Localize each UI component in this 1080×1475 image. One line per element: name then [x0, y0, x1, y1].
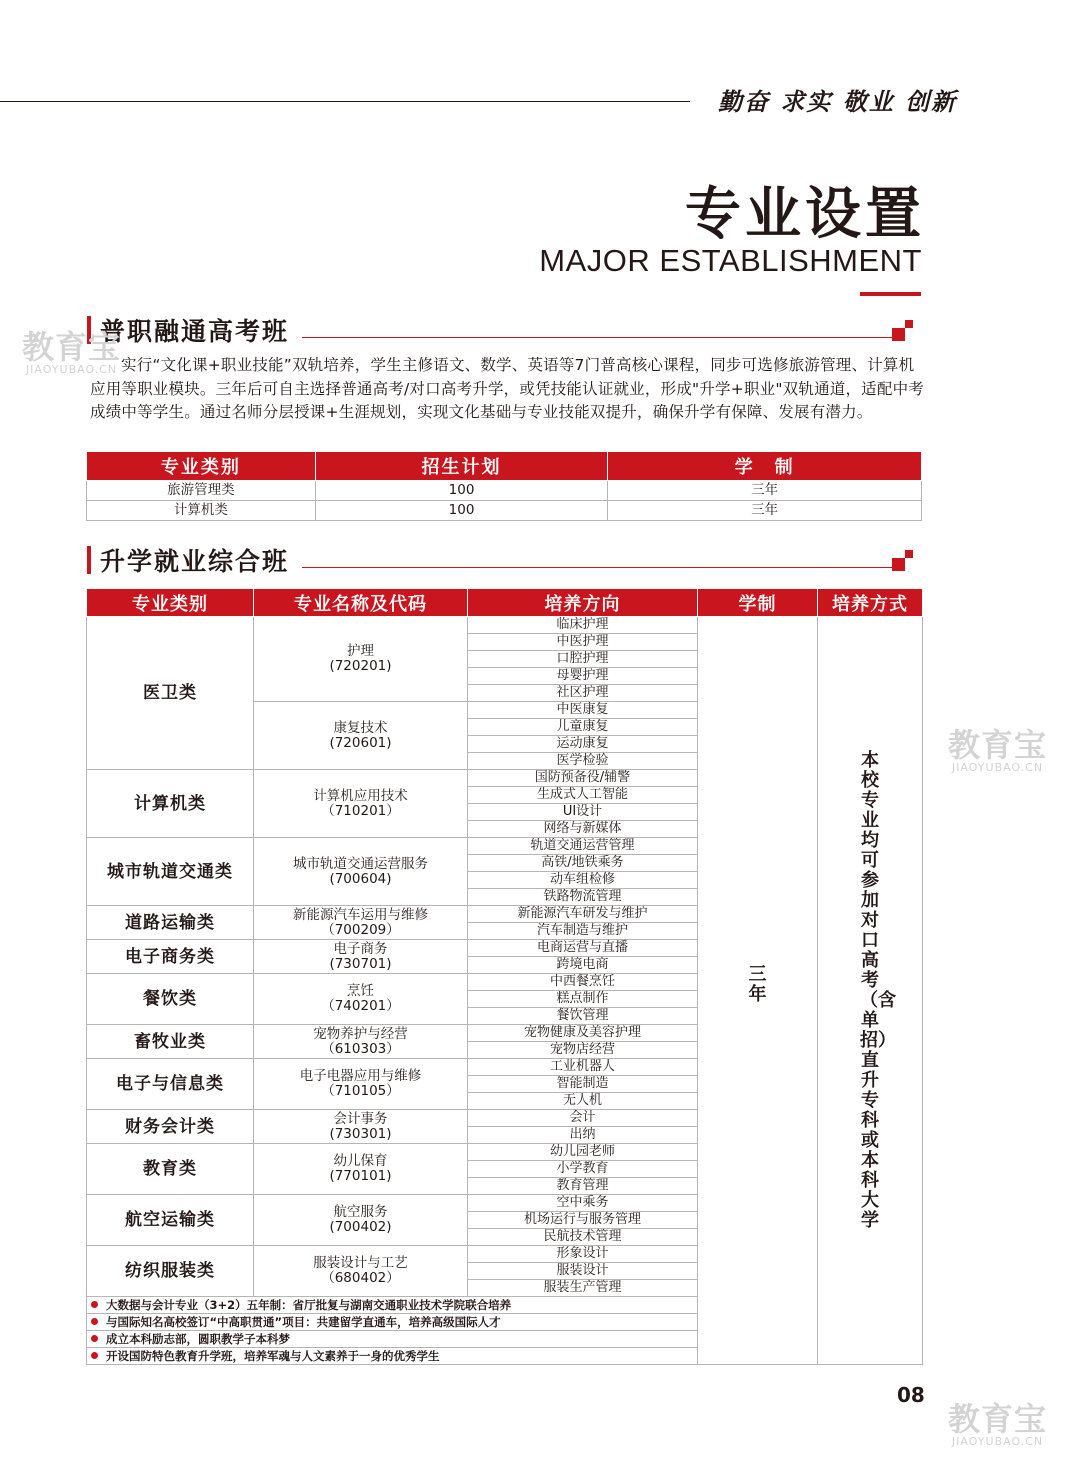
- major-cell: [254, 702, 468, 770]
- note-text: 与国际知名高校签订“中高职贯通”项目：共建留学直通车，培养高级国际人才: [106, 1315, 501, 1329]
- column-header: 学制: [698, 589, 818, 617]
- major-cell: [254, 1144, 468, 1195]
- bullet-icon: [91, 1318, 98, 1325]
- major-code: （710105）: [321, 1083, 400, 1099]
- major-cell: [254, 906, 468, 940]
- direction-cell: 会计: [468, 1110, 698, 1127]
- major-name: 烹饪: [347, 983, 374, 999]
- category-cell: 计算机类: [87, 770, 254, 838]
- major-code: （710201）: [321, 802, 400, 819]
- direction-cell: 中医护理: [468, 634, 698, 651]
- direction-cell: 中医康复: [468, 702, 698, 719]
- category-cell: 畜牧业类: [87, 1025, 254, 1059]
- column-header: 专业类别: [87, 452, 316, 481]
- major-cell: [254, 1059, 468, 1110]
- major-name: 康复技术: [333, 719, 388, 736]
- section-heading-2: [87, 540, 913, 580]
- major-cell: [254, 974, 468, 1025]
- section-intro: 实行“文化课+职业技能”双轨培养，学生主修语文、数学、英语等7门普高核心课程，同步可选修旅游管理、计算机应用等职业模块。三年后可自主选择普通高考/对口高考升学，或凭技能认证就业，形成"升学+职业"双轨通道，适配中考成绩中等学生。通过名师分层授课+生涯规划，实现文化基础与专业技能双提升，确保升学有保障、发展有潜力。: [90, 356, 924, 421]
- table-row: [87, 481, 922, 501]
- table-row: [87, 617, 923, 634]
- major-code: (720601): [329, 734, 392, 751]
- major-name: 会计事务: [333, 1110, 388, 1127]
- direction-cell: 糕点制作: [468, 991, 698, 1008]
- direction-cell: 国防预备役/辅警: [468, 770, 698, 787]
- heading-marker: [87, 546, 91, 574]
- major-code: (730701): [329, 955, 392, 972]
- direction-cell: 生成式人工智能: [468, 787, 698, 804]
- major-code: （700209）: [321, 921, 400, 938]
- corner-square-icon: [892, 328, 905, 341]
- bullet-icon: [91, 1352, 98, 1359]
- corner-square-icon: [905, 320, 913, 328]
- comprehensive-class-table: [86, 588, 923, 1365]
- method-text: 本校专业均可参加对口高考（含单招）直升专科或本科大学: [860, 749, 896, 1231]
- direction-cell: 铁路物流管理: [468, 889, 698, 906]
- direction-cell: 餐饮管理: [468, 1008, 698, 1025]
- direction-cell: 网络与新媒体: [468, 821, 698, 838]
- direction-cell: 轨道交通运营管理: [468, 838, 698, 855]
- watermark: 教育宝 JIAOYUBAO.CN: [948, 1400, 1048, 1448]
- major-code: (700604): [329, 870, 392, 887]
- major-code: (720201): [329, 658, 392, 674]
- section-title: 普职融通高考班: [100, 317, 290, 346]
- direction-cell: 智能制造: [468, 1076, 698, 1093]
- major-name: 幼儿保育: [333, 1153, 388, 1169]
- direction-cell: 服装生产管理: [468, 1280, 698, 1297]
- direction-cell: 出纳: [468, 1127, 698, 1144]
- direction-cell: 临床护理: [468, 617, 698, 634]
- table-cell: 旅游管理类: [87, 481, 316, 501]
- direction-cell: 形象设计: [468, 1246, 698, 1263]
- column-header: 培养方式: [818, 589, 923, 617]
- table-row: [87, 501, 922, 521]
- direction-cell: 社区护理: [468, 685, 698, 702]
- column-header: 招生计划: [315, 452, 608, 481]
- column-header: 专业名称及代码: [254, 589, 468, 617]
- heading-rule: [302, 567, 895, 568]
- direction-cell: 空中乘务: [468, 1195, 698, 1212]
- direction-cell: 小学教育: [468, 1161, 698, 1178]
- page-title: 专业设置: [685, 182, 925, 247]
- major-cell: [254, 1110, 468, 1144]
- major-cell: [254, 770, 468, 838]
- direction-cell: 无人机: [468, 1093, 698, 1110]
- watermark: 教育宝 JIAOYUBAO.CN: [948, 726, 1048, 774]
- major-code: (770101): [329, 1168, 392, 1184]
- general-class-table: [86, 451, 922, 521]
- header-rule: [0, 101, 690, 102]
- major-name: 电子商务: [333, 940, 388, 957]
- direction-cell: 宠物店经营: [468, 1042, 698, 1059]
- category-cell: 财务会计类: [87, 1110, 254, 1144]
- direction-cell: 跨境电商: [468, 957, 698, 974]
- direction-cell: UI设计: [468, 804, 698, 821]
- column-header: 培养方向: [468, 589, 698, 617]
- direction-cell: 动车组检修: [468, 872, 698, 889]
- category-cell: 电子与信息类: [87, 1059, 254, 1110]
- section-title: 升学就业综合班: [100, 547, 290, 576]
- direction-cell: 儿童康复: [468, 719, 698, 736]
- table-cell: 三年: [608, 501, 922, 521]
- major-cell: [254, 1025, 468, 1059]
- note-cell: [87, 1314, 698, 1331]
- category-cell: 医卫类: [87, 617, 254, 770]
- direction-cell: 高铁/地铁乘务: [468, 855, 698, 872]
- page-number: 08: [897, 1383, 925, 1407]
- major-name: 服装设计与工艺: [313, 1255, 408, 1271]
- major-cell: [254, 940, 468, 974]
- major-cell: [254, 838, 468, 906]
- direction-cell: 幼儿园老师: [468, 1144, 698, 1161]
- corner-square-icon: [892, 558, 905, 571]
- category-cell: 城市轨道交通类: [87, 838, 254, 906]
- table-cell: 100: [315, 501, 608, 521]
- category-cell: 餐饮类: [87, 974, 254, 1025]
- direction-cell: 机场运行与服务管理: [468, 1212, 698, 1229]
- table-cell: 计算机类: [87, 501, 316, 521]
- motto: 勤奋 求实 敬业 创新: [718, 87, 958, 116]
- direction-cell: 教育管理: [468, 1178, 698, 1195]
- duration-cell: [698, 617, 818, 1365]
- section-heading-1: [87, 310, 913, 350]
- major-name: 新能源汽车运用与维修: [293, 906, 428, 923]
- table-cell: 100: [315, 481, 608, 501]
- category-cell: 航空运输类: [87, 1195, 254, 1246]
- note-cell: [87, 1297, 698, 1314]
- note-text: 大数据与会计专业（3+2）五年制：省厅批复与湖南交通职业技术学院联合培养: [106, 1298, 512, 1312]
- major-name: 航空服务: [333, 1204, 388, 1220]
- direction-cell: 宠物健康及美容护理: [468, 1025, 698, 1042]
- major-code: (700402): [329, 1219, 392, 1235]
- major-name: 护理: [347, 643, 374, 659]
- major-code: （680402）: [321, 1270, 400, 1286]
- bullet-icon: [91, 1335, 98, 1342]
- major-name: 电子电器应用与维修: [299, 1068, 422, 1084]
- direction-cell: 口腔护理: [468, 651, 698, 668]
- bullet-icon: [91, 1301, 98, 1308]
- major-cell: [254, 1246, 468, 1297]
- major-cell: [254, 617, 468, 702]
- page-subtitle: MAJOR ESTABLISHMENT: [539, 243, 922, 278]
- direction-cell: 民航技术管理: [468, 1229, 698, 1246]
- direction-cell: 医学检验: [468, 753, 698, 770]
- direction-cell: 中西餐烹饪: [468, 974, 698, 991]
- duration-text: 三年: [748, 963, 767, 1005]
- note-text: 开设国防特色教育升学班，培养军魂与人文素养于一身的优秀学生: [106, 1349, 440, 1363]
- major-name: 宠物养护与经营: [313, 1025, 408, 1042]
- column-header: 专业类别: [87, 589, 254, 617]
- category-cell: 教育类: [87, 1144, 254, 1195]
- note-cell: [87, 1331, 698, 1348]
- direction-cell: 汽车制造与维护: [468, 923, 698, 940]
- note-cell: [87, 1348, 698, 1365]
- direction-cell: 工业机器人: [468, 1059, 698, 1076]
- column-header: 学 制: [608, 452, 922, 481]
- major-code: （740201）: [321, 998, 400, 1014]
- direction-cell: 新能源汽车研发与维护: [468, 906, 698, 923]
- method-cell: [818, 617, 923, 1365]
- title-accent-bar: [860, 292, 921, 296]
- major-name: 城市轨道交通运营服务: [293, 855, 428, 872]
- major-code: （610303）: [321, 1040, 400, 1057]
- table-cell: 三年: [608, 481, 922, 501]
- watermark: 教育宝 JIAOYUBAO.CN: [22, 328, 122, 376]
- direction-cell: 服装设计: [468, 1263, 698, 1280]
- major-name: 计算机应用技术: [313, 787, 408, 804]
- direction-cell: 电商运营与直播: [468, 940, 698, 957]
- corner-square-icon: [905, 550, 913, 558]
- category-cell: 纺织服装类: [87, 1246, 254, 1297]
- category-cell: 道路运输类: [87, 906, 254, 940]
- direction-cell: 母婴护理: [468, 668, 698, 685]
- heading-rule: [302, 337, 895, 338]
- major-cell: [254, 1195, 468, 1246]
- major-code: (730301): [329, 1125, 392, 1142]
- direction-cell: 运动康复: [468, 736, 698, 753]
- note-text: 成立本科励志部，圆职教学子本科梦: [106, 1332, 290, 1346]
- category-cell: 电子商务类: [87, 940, 254, 974]
